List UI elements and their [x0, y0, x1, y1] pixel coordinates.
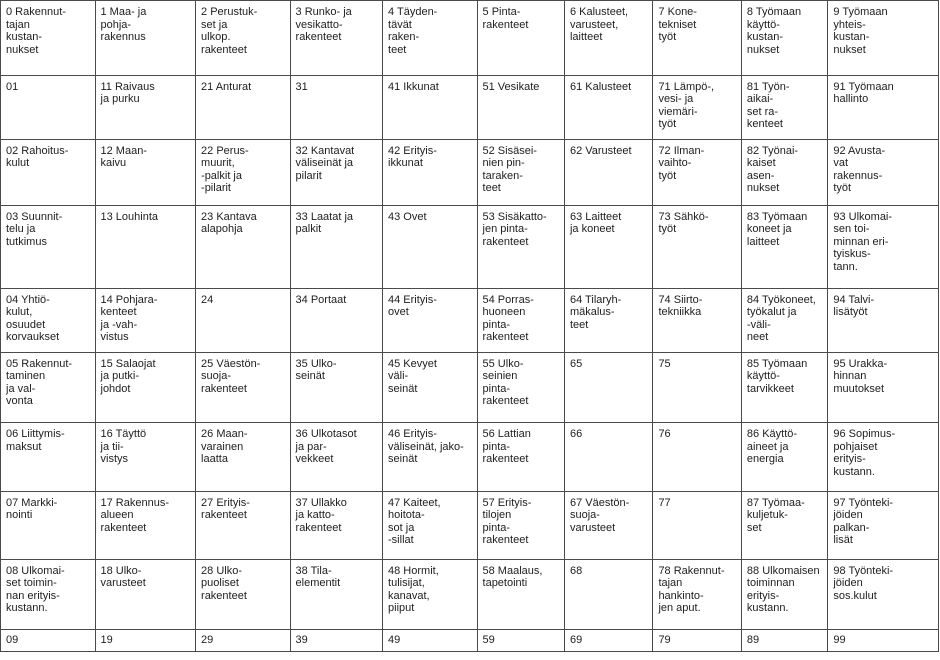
table-cell: 27 Erityis- rakenteet — [196, 491, 291, 559]
table-cell: 21 Anturat — [196, 75, 291, 139]
table-cell: 51 Vesikate — [477, 75, 564, 139]
table-cell: 43 Ovet — [383, 205, 478, 288]
table-row — [1, 423, 939, 491]
header-cell: 9 Työmaan yhteis- kustan- nukset — [828, 1, 939, 76]
table-cell: 25 Väestön- suoja- rakenteet — [196, 352, 291, 422]
table-row — [1, 491, 939, 559]
table-cell: 94 Talvi- lisätyöt — [828, 288, 939, 352]
table-cell: 86 Käyttö- aineet ja energia — [741, 423, 827, 491]
header-cell: 2 Perustuk- set ja ulkop. rakenteet — [196, 1, 291, 76]
table-cell: 85 Työmaan käyttö- tarvikkeet — [741, 352, 827, 422]
table-cell: 11 Raivaus ja purku — [95, 75, 196, 139]
table-cell: 78 Rakennut- tajan hankinto- jen aput. — [653, 559, 741, 629]
table-cell: 84 Työkoneet, työkalut ja -väli- neet — [741, 288, 827, 352]
table-cell: 06 Liittymis- maksut — [1, 423, 96, 491]
table-cell: 36 Ulkotasot ja par- vekkeet — [290, 423, 382, 491]
table-cell: 53 Sisäkatto- jen pinta- rakenteet — [477, 205, 564, 288]
table-cell: 71 Lämpö-, vesi- ja viemäri- työt — [653, 75, 741, 139]
header-cell: 0 Rakennut- tajan kustan- nukset — [1, 1, 96, 76]
header-cell: 7 Kone- tekniset työt — [653, 1, 741, 76]
table-cell: 28 Ulko- puoliset rakenteet — [196, 559, 291, 629]
table-cell: 95 Urakka- hinnan muutokset — [828, 352, 939, 422]
table-cell: 49 — [383, 630, 478, 652]
header-cell: 4 Täyden- tävät raken- teet — [383, 1, 478, 76]
table-cell: 99 — [828, 630, 939, 652]
table-cell: 01 — [1, 75, 96, 139]
header-cell: 3 Runko- ja vesikatto- rakenteet — [290, 1, 382, 76]
table-cell: 61 Kalusteet — [564, 75, 652, 139]
table-cell: 48 Hormit, tulisijat, kanavat, piiput — [383, 559, 478, 629]
table-cell: 72 Ilman- vaihto- työt — [653, 139, 741, 205]
table-cell: 91 Työmaan hallinto — [828, 75, 939, 139]
table-cell: 93 Ulkomai- sen toi- minnan eri- tyiskus- tann. — [828, 205, 939, 288]
table-row — [1, 559, 939, 629]
table-cell: 68 — [564, 559, 652, 629]
table-cell: 56 Lattian pinta- rakenteet — [477, 423, 564, 491]
table-cell: 82 Työnai- kaiset asen- nukset — [741, 139, 827, 205]
table-cell: 31 — [290, 75, 382, 139]
table-cell: 03 Suunnit- telu ja tutkimus — [1, 205, 96, 288]
table-cell: 13 Louhinta — [95, 205, 196, 288]
table-cell: 14 Pohjara- kenteet ja -vah- vistus — [95, 288, 196, 352]
table-cell: 81 Työn- aikai- set ra- kenteet — [741, 75, 827, 139]
table-cell: 77 — [653, 491, 741, 559]
table-cell: 88 Ulkomaisen toiminnan erityis- kustann. — [741, 559, 827, 629]
table-row — [1, 75, 939, 139]
table-row — [1, 205, 939, 288]
table-cell: 29 — [196, 630, 291, 652]
table-cell: 22 Perus- muurit, -palkit ja -pilarit — [196, 139, 291, 205]
table-cell: 26 Maan- varainen laatta — [196, 423, 291, 491]
table-cell: 07 Markki- nointi — [1, 491, 96, 559]
table-cell: 34 Portaat — [290, 288, 382, 352]
table-cell: 79 — [653, 630, 741, 652]
table-cell: 89 — [741, 630, 827, 652]
table-row — [1, 288, 939, 352]
table-cell: 45 Kevyet väli- seinät — [383, 352, 478, 422]
table-cell: 05 Rakennut- taminen ja val- vonta — [1, 352, 96, 422]
table-cell: 37 Ullakko ja katto- rakenteet — [290, 491, 382, 559]
table-cell: 75 — [653, 352, 741, 422]
table-cell: 54 Porras- huoneen pinta- rakenteet — [477, 288, 564, 352]
table-cell: 47 Kaiteet, hoitota- sot ja -sillat — [383, 491, 478, 559]
table-cell: 23 Kantava alapohja — [196, 205, 291, 288]
table-cell: 59 — [477, 630, 564, 652]
table-cell: 24 — [196, 288, 291, 352]
table-cell: 97 Työnteki- jöiden palkan- lisät — [828, 491, 939, 559]
table-cell: 62 Varusteet — [564, 139, 652, 205]
table-cell: 02 Rahoitus- kulut — [1, 139, 96, 205]
header-cell: 8 Työmaan käyttö- kustan- nukset — [741, 1, 827, 76]
table-row — [1, 139, 939, 205]
table-cell: 65 — [564, 352, 652, 422]
table-cell: 19 — [95, 630, 196, 652]
header-cell: 6 Kalusteet, varusteet, laitteet — [564, 1, 652, 76]
table-cell: 12 Maan- kaivu — [95, 139, 196, 205]
table-cell: 76 — [653, 423, 741, 491]
table-cell: 16 Täyttö ja tii- vistys — [95, 423, 196, 491]
table-cell: 66 — [564, 423, 652, 491]
table-cell: 15 Salaojat ja putki- johdot — [95, 352, 196, 422]
table-cell: 74 Siirto- tekniikka — [653, 288, 741, 352]
header-cell: 5 Pinta- rakenteet — [477, 1, 564, 76]
table-cell: 92 Avusta- vat rakennus- työt — [828, 139, 939, 205]
table-cell: 17 Rakennus- alueen rakenteet — [95, 491, 196, 559]
table-cell: 38 Tila- elementit — [290, 559, 382, 629]
table-cell: 42 Erityis- ikkunat — [383, 139, 478, 205]
header-cell: 1 Maa- ja pohja- rakennus — [95, 1, 196, 76]
table-cell: 52 Sisäsei- nien pin- taraken- teet — [477, 139, 564, 205]
table-cell: 63 Laitteet ja koneet — [564, 205, 652, 288]
table-cell: 32 Kantavat väliseinät ja pilarit — [290, 139, 382, 205]
table-cell: 69 — [564, 630, 652, 652]
table-cell: 18 Ulko- varusteet — [95, 559, 196, 629]
table-cell: 35 Ulko- seinät — [290, 352, 382, 422]
table-row — [1, 352, 939, 422]
table-cell: 44 Erityis- ovet — [383, 288, 478, 352]
table-cell: 83 Työmaan koneet ja laitteet — [741, 205, 827, 288]
table-cell: 39 — [290, 630, 382, 652]
table-cell: 64 Tilaryh- mäkalus- teet — [564, 288, 652, 352]
table-cell: 98 Työnteki- jöiden sos.kulut — [828, 559, 939, 629]
table-cell: 55 Ulko- seinien pinta- rakenteet — [477, 352, 564, 422]
table-cell: 08 Ulkomai- set toimin- nan erityis- kustann. — [1, 559, 96, 629]
table-cell: 67 Väestön- suoja- varusteet — [564, 491, 652, 559]
table-cell: 73 Sähkö- työt — [653, 205, 741, 288]
table-cell: 46 Erityis- väliseinät, jako- seinät — [383, 423, 478, 491]
header-row — [1, 1, 939, 76]
table-row — [1, 630, 939, 652]
table-cell: 87 Työmaa- kuljetuk- set — [741, 491, 827, 559]
table-cell: 33 Laatat ja palkit — [290, 205, 382, 288]
table-cell: 41 Ikkunat — [383, 75, 478, 139]
table-cell: 58 Maalaus, tapetointi — [477, 559, 564, 629]
table-cell: 04 Yhtiö- kulut, osuudet korvaukset — [1, 288, 96, 352]
table-cell: 09 — [1, 630, 96, 652]
table-cell: 96 Sopimus- pohjaiset erityis- kustann. — [828, 423, 939, 491]
table-cell: 57 Erityis- tilojen pinta- rakenteet — [477, 491, 564, 559]
